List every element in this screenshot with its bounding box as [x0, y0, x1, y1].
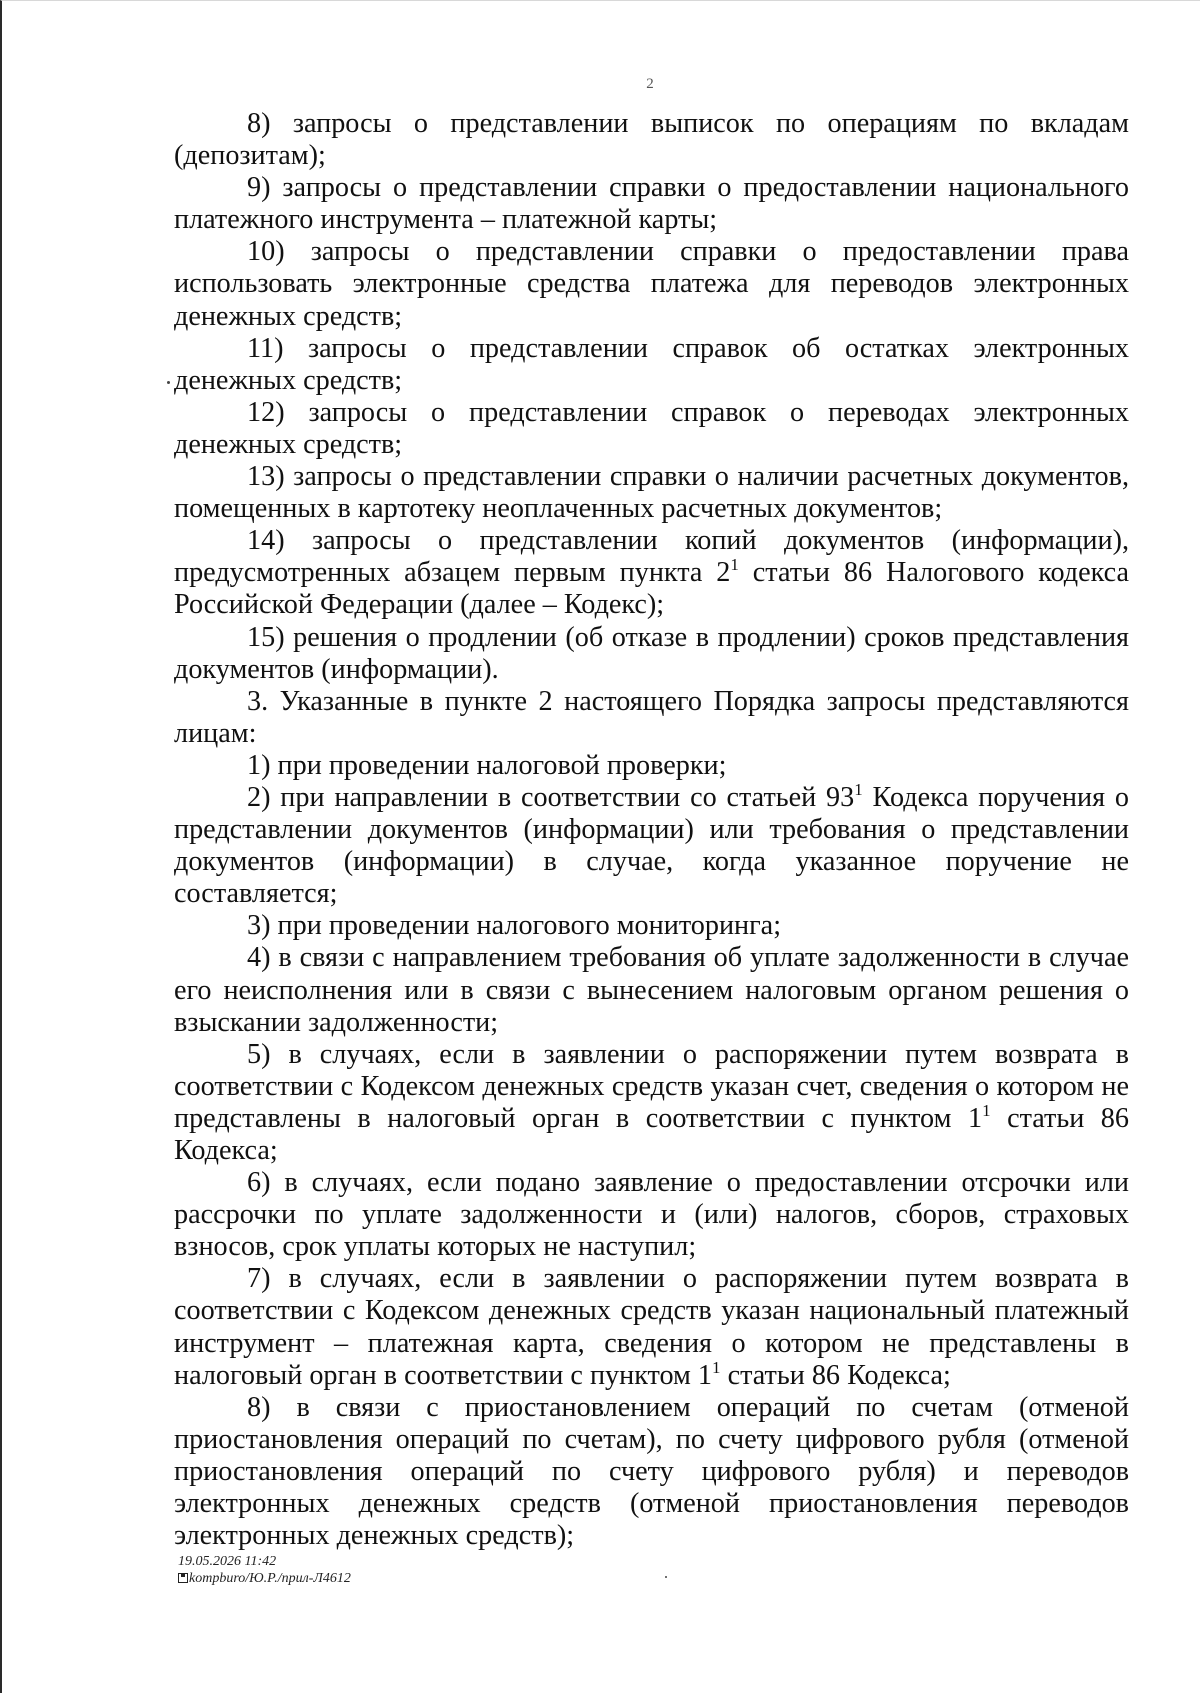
footer-file-path: kompburo/Ю.Р./прил-Л4612 — [189, 1571, 351, 1586]
footer-stamp — [178, 1553, 351, 1587]
list-item-10-electronic-means: 10) запросы о представлении справки о предоставлении права использовать электронные средства платежа для переводов электронных денежных средств; — [174, 236, 1129, 332]
clause-3-item-8: 8) в связи с приостановлением операций по счетам (отменой приостановления операций по счетам), по счету цифрового рубля (отменой приостановления операций по счету цифрового рубля) и переводов электронных денежных средств (отменой приостановления переводов электронных денежных средств); — [174, 1391, 1129, 1552]
footer-datetime: 19.05.2026 11:42 — [178, 1554, 277, 1569]
list-item-15-extension-decisions: 15) решения о продлении (об отказе в продлении) сроков представления документов (информации). — [174, 621, 1129, 685]
list-item-14-document-copies: 14) запросы о представлении копий документов (информации), предусмотренных абзацем первым пункта $2^1$ статьи 86 Налогового кодекса Российской Федерации (далее – Кодекс); — [174, 525, 1129, 621]
scan-speck — [167, 381, 170, 384]
list-item-13-card-index: 13) запросы о представлении справки о наличии расчетных документов, помещенных в картотеку неоплаченных расчетных документов; — [174, 461, 1129, 525]
clause-3-item-1: 1) при проведении налоговой проверки; — [247, 749, 727, 781]
footer-file-path-line — [178, 1570, 351, 1587]
document-body — [174, 108, 1129, 1552]
clause-3-item-2: 2) при направлении в соответствии со статьей $93^1$ Кодекса поручения о представлении документов (информации) или требования о представлении документов (информации) в случае, когда указанное поручение не составляется; — [174, 779, 1129, 910]
clause-3-item-6: 6) в случаях, если подано заявление о предоставлении отсрочки или рассрочки по уплате задолженности и (или) налогов, сборов, страховых взносов, срок уплаты которых не наступил; — [174, 1167, 1129, 1263]
page-number: 2 — [646, 76, 654, 92]
clause-3-item-5: 5) в случаях, если в заявлении о распоряжении путем возврата в соответствии с Кодексом денежных средств указан счет, сведения о котором не представлены в налоговый орган в соответствии с пунктом $1^1$ статьи 86 Кодекса; — [174, 1038, 1129, 1166]
list-item-11-e-money-balances: 11) запросы о представлении справок об остатках электронных денежных средств; — [174, 332, 1129, 396]
clause-3-item-3: 3) при проведении налогового мониторинга; — [247, 910, 782, 942]
clause-3-item-7: 7) в случаях, если в заявлении о распоряжении путем возврата в соответствии с Кодексом денежных средств указан национальный платежный инструмент – платежная карта, сведения о котором не представлены в налоговый орган в соответствии с пунктом $1^1$ статьи 86 Кодекса; — [174, 1263, 1129, 1391]
list-item-12-e-money-transfers: 12) запросы о представлении справок о переводах электронных денежных средств; — [174, 396, 1129, 460]
list-item-8-statements: 8) запросы о представлении выписок по операциям по вкладам (депозитам); — [174, 108, 1129, 172]
scan-speck — [665, 1576, 667, 1578]
floppy-disk-icon — [178, 1573, 188, 1583]
list-item-9-payment-card: 9) запросы о представлении справки о предоставлении национального платежного инструмента – платежной карты; — [174, 172, 1129, 236]
clause-3-intro: 3. Указанные в пункте 2 настоящего Порядка запросы представляются лицам: — [174, 685, 1129, 749]
clause-3-item-4: 4) в связи с направлением требования об уплате задолженности в случае его неисполнения или в связи с вынесением налоговым органом решения о взыскании задолженности; — [174, 942, 1129, 1038]
